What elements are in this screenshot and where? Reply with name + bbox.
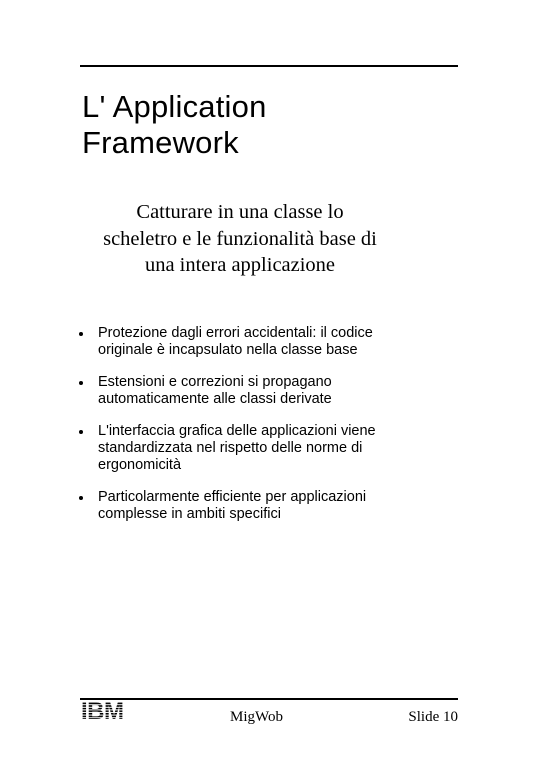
slide-subtitle <box>60 199 420 279</box>
slide-title <box>82 89 462 161</box>
bullet-dot-icon <box>79 430 83 434</box>
footer-rule <box>80 698 458 700</box>
bullet-text-line: originale è incapsulato nella classe base <box>98 342 358 358</box>
slide-subtitle-line: Catturare in una classe lo <box>136 201 344 223</box>
bullet-text-line: standardizzata nel rispetto delle norme di <box>98 440 363 456</box>
bullet-dot-icon <box>79 496 83 500</box>
bullet-text-line: L'interfaccia grafica delle applicazioni viene <box>98 423 376 439</box>
bullet-text-line: ergonomicità <box>98 457 182 473</box>
bullet-text-line: Estensioni e correzioni si propagano <box>98 374 332 390</box>
bullet-dot-icon <box>79 332 83 336</box>
slide-subtitle-line: scheletro e le funzionalità base di <box>103 227 377 250</box>
bullet-list <box>79 325 479 523</box>
bullet-text-line: complesse in ambiti specifici <box>98 506 281 522</box>
bullet-item <box>79 423 479 474</box>
slide-subtitle-line: una intera applicazione <box>144 254 336 276</box>
footer-center-text: MigWob <box>230 709 283 725</box>
bullet-item <box>79 489 479 523</box>
bullet-text-line: Particolarmente efficiente per applicazioni <box>98 489 367 505</box>
slide-number: Slide 10 <box>408 709 458 725</box>
bullet-dot-icon <box>79 381 83 385</box>
bullet-item <box>79 325 479 359</box>
bullet-text-line: Protezione dagli errori accidentali: il codice <box>98 325 373 341</box>
slide-title-line: Framework <box>82 124 239 160</box>
bullet-text-line: automaticamente alle classi derivate <box>98 391 332 407</box>
bullet-item <box>79 374 479 408</box>
slide-title-line: L' Application <box>82 88 267 124</box>
ibm-logo-icon <box>80 700 136 721</box>
ibm-logo-text: IBM <box>81 700 124 721</box>
title-top-rule <box>80 65 458 67</box>
